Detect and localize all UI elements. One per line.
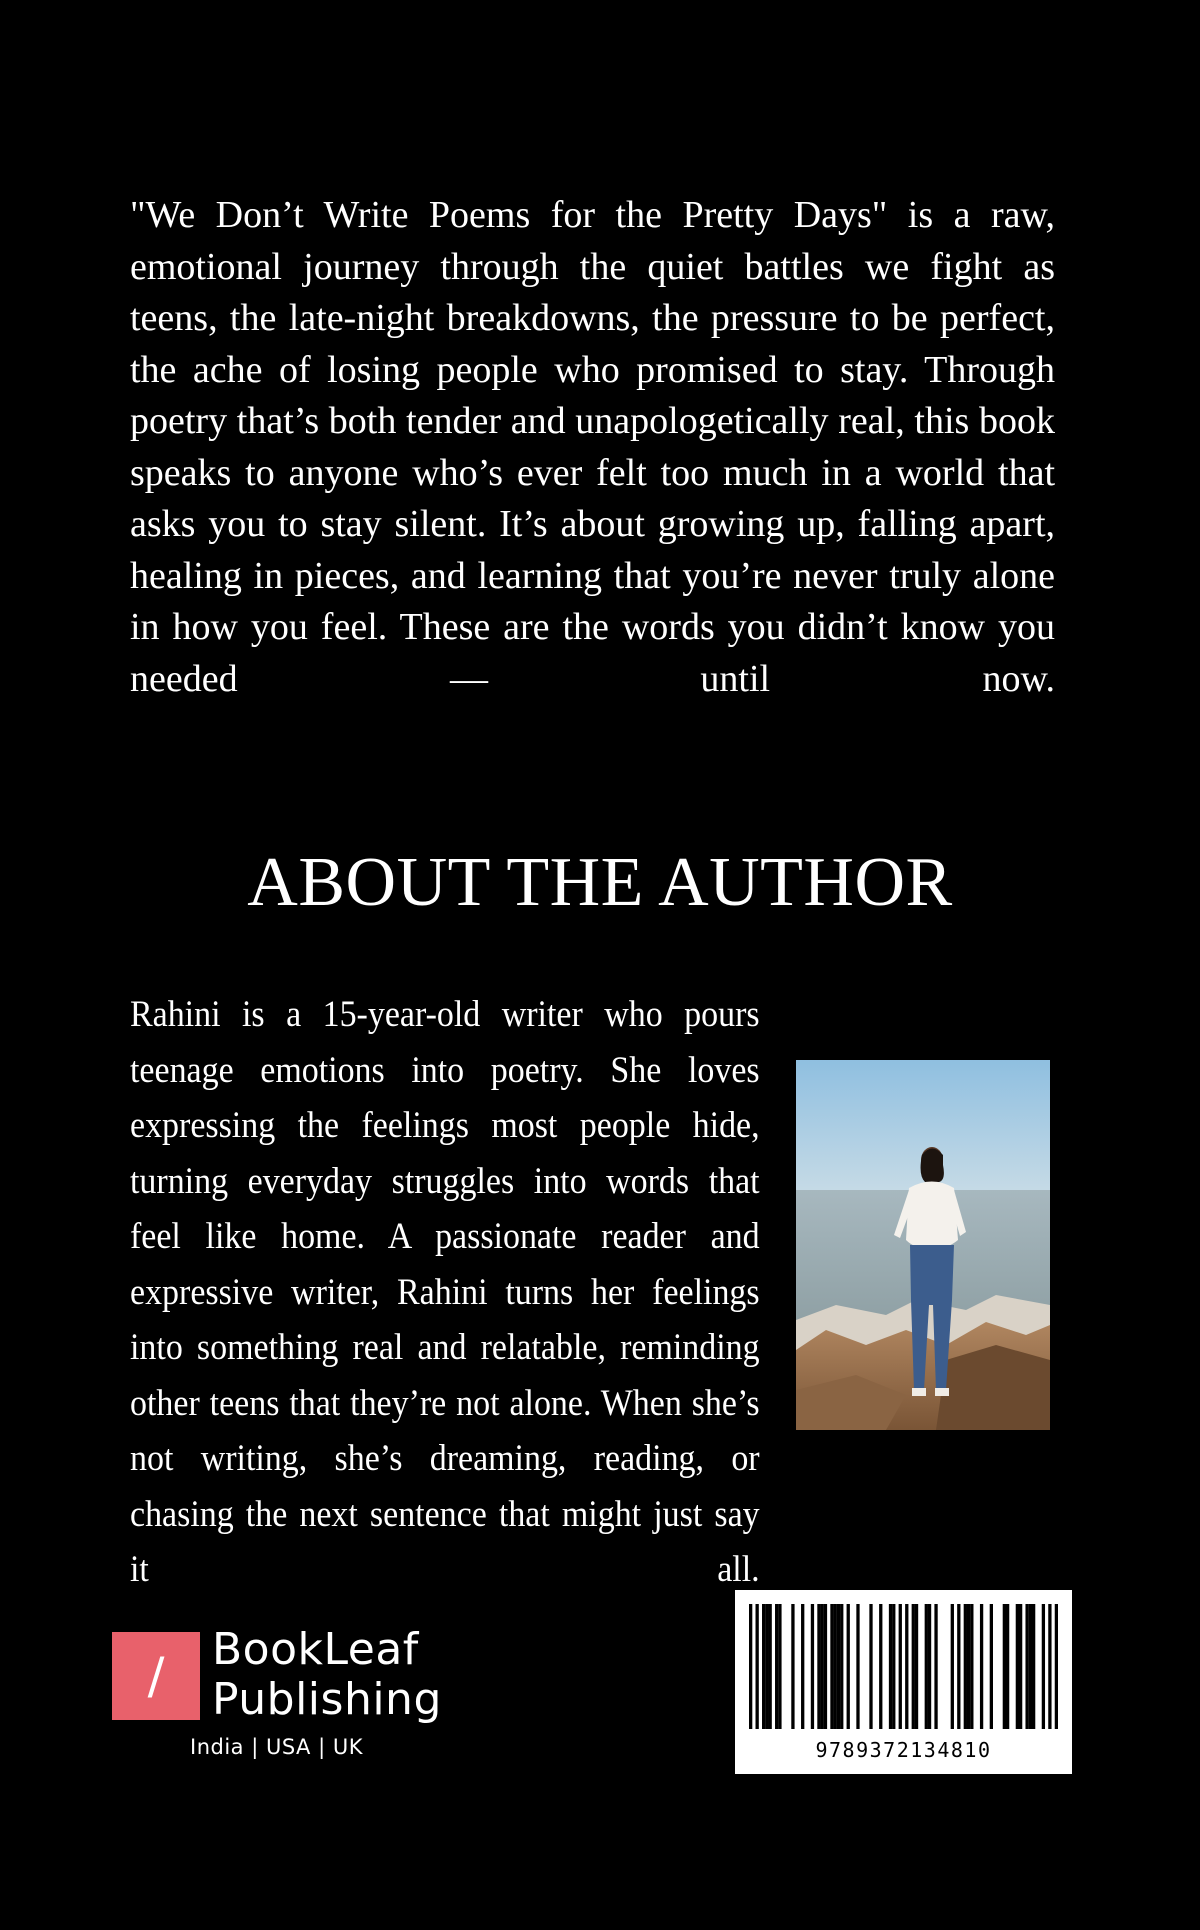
publisher-name-line1: BookLeaf [212, 1624, 419, 1675]
publisher-name-line2: Publishing [212, 1674, 442, 1725]
barcode-bar [980, 1604, 983, 1729]
barcode-bar [791, 1604, 794, 1729]
barcode-bar [817, 1604, 820, 1729]
isbn-barcode [735, 1590, 1072, 1774]
barcode-bar [970, 1604, 973, 1729]
barcode-bar [899, 1604, 902, 1729]
barcode-bar [775, 1604, 778, 1729]
barcode-bar [1055, 1604, 1058, 1729]
barcode-bar [834, 1604, 837, 1729]
publisher-regions: India | USA | UK [190, 1735, 363, 1759]
barcode-bar [967, 1604, 970, 1729]
barcode-bar [769, 1604, 772, 1729]
barcode-bar [1048, 1604, 1051, 1729]
barcode-bar [821, 1604, 824, 1729]
barcode-bar [925, 1604, 928, 1729]
barcode-bar [915, 1604, 918, 1729]
barcode-bar [928, 1604, 931, 1729]
barcode-bar [856, 1604, 859, 1729]
barcode-bar [879, 1604, 882, 1729]
barcode-bar [934, 1604, 937, 1729]
barcode-bar [847, 1604, 850, 1729]
barcode-bar [1029, 1604, 1032, 1729]
barcode-bar [1042, 1604, 1045, 1729]
barcode-bar [837, 1604, 840, 1729]
barcode-bar [1006, 1604, 1009, 1729]
barcode-bar [762, 1604, 765, 1729]
barcode-bar [1016, 1604, 1019, 1729]
barcode-bar [892, 1604, 895, 1729]
barcode-bar [765, 1604, 768, 1729]
barcode-bar [1019, 1604, 1022, 1729]
barcode-bar [912, 1604, 915, 1729]
barcode-bar [869, 1604, 872, 1729]
barcode-bar [1025, 1604, 1028, 1729]
barcode-bar [990, 1604, 993, 1729]
slash-icon: / [147, 1647, 165, 1705]
barcode-bar [801, 1604, 804, 1729]
about-author-heading: ABOUT THE AUTHOR [247, 844, 953, 921]
barcode-bar [957, 1604, 960, 1729]
barcode-bar [1032, 1604, 1035, 1729]
author-photo [796, 1060, 1050, 1430]
isbn-number: 9789372134810 [815, 1738, 992, 1762]
barcode-bar [905, 1604, 908, 1729]
publisher-name [212, 1625, 442, 1725]
barcode-bar [840, 1604, 843, 1729]
author-bio: Rahini is a 15-year-old writer who pours teenage emotions into poetry. She loves expressing the feelings most people hide, turning everyday struggles into words that feel like home. A passionate reader and expressive writer, Rahini turns her feelings into something real and relatable, reminding other teens that they’re not alone. When she’s not writing, she’s dreaming, reading, or chasing the next sentence that might just say it all. [130, 993, 760, 1589]
barcode-bar [889, 1604, 892, 1729]
publisher-mark [112, 1632, 200, 1720]
barcode-bar [778, 1604, 781, 1729]
barcode-bar [811, 1604, 814, 1729]
book-blurb: "We Don’t Write Poems for the Pretty Days" is a raw, emotional journey through the quiet battles we fight as teens, the late-night breakdowns, the pressure to be perfect, the ache of losing people who promised to stay. Through poetry that’s both tender and unapologetically real, this book speaks to anyone who’s ever felt too much in a world that asks you to stay silent. It’s about growing up, falling apart, healing in pieces, and learning that you’re never truly alone in how you feel. These are the words you didn’t know you needed — until now. [130, 194, 1055, 700]
barcode-bars [749, 1604, 1058, 1729]
barcode-bar [1003, 1604, 1006, 1729]
barcode-bar [964, 1604, 967, 1729]
barcode-bar [749, 1604, 752, 1729]
barcode-bar [824, 1604, 827, 1729]
barcode-bar [830, 1604, 833, 1729]
barcode-bar [756, 1604, 759, 1729]
publisher-logo [112, 1625, 472, 1775]
barcode-bar [951, 1604, 954, 1729]
